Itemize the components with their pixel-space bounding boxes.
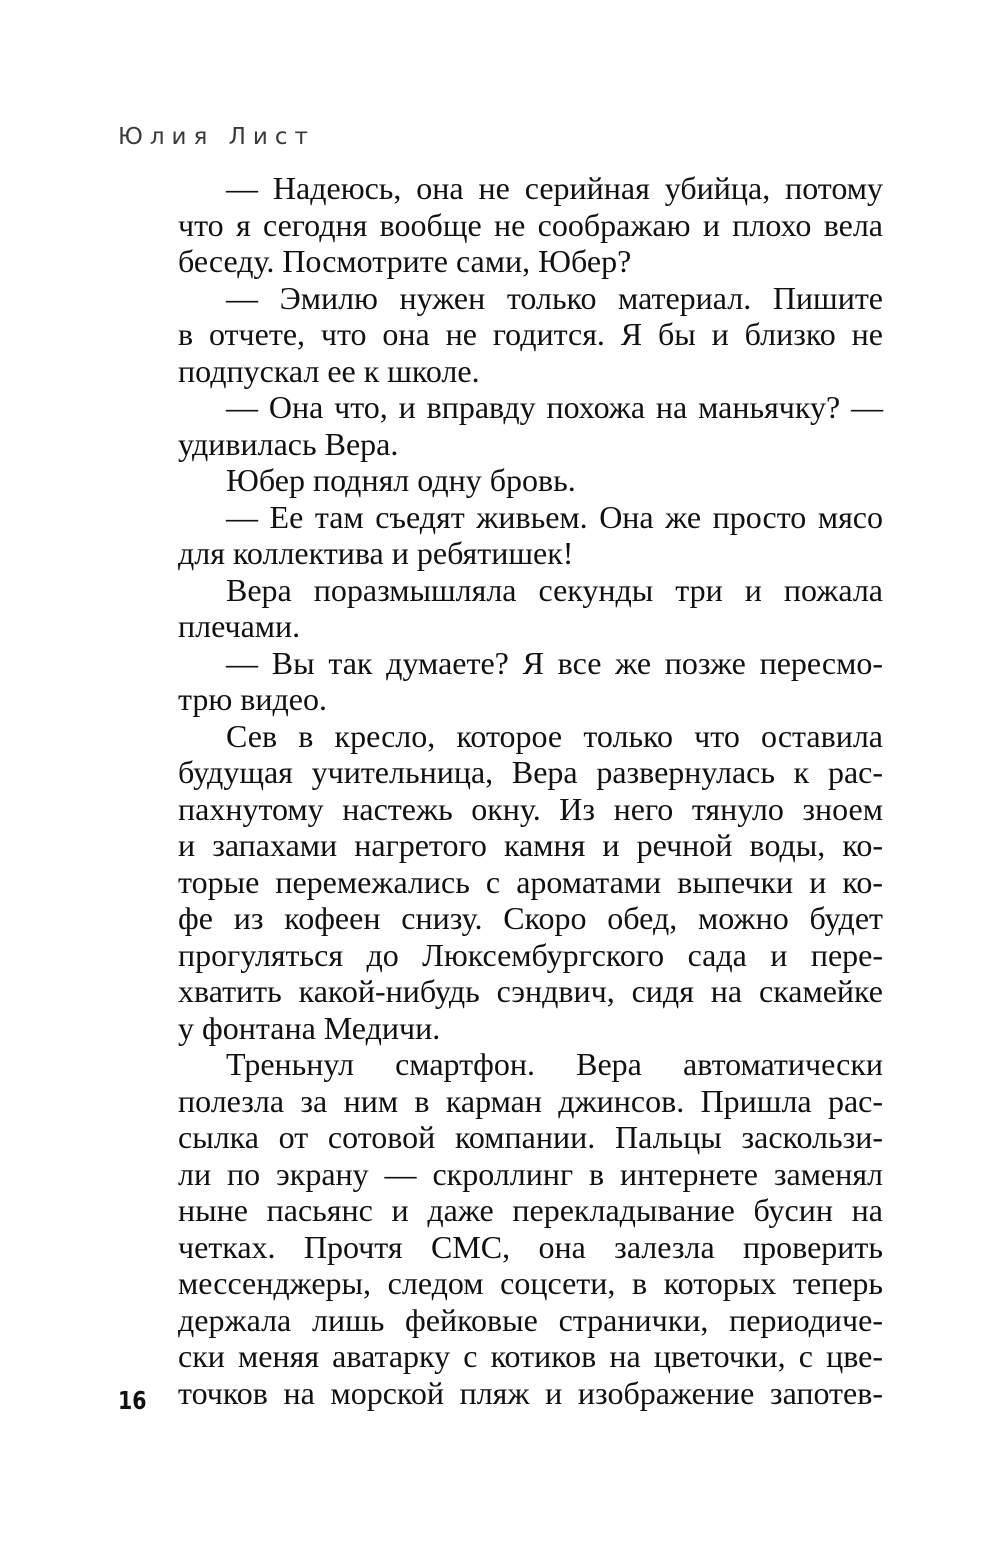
text-line: плечами.	[178, 608, 301, 644]
text-line: хватить какой-нибудь сэндвич, сидя на скамейке	[178, 973, 883, 1009]
text-line: прогуляться до Люксембургского сада и пере-	[178, 936, 883, 973]
text-line: — Она что, и вправду похожа на маньячку? —	[226, 389, 883, 425]
text-line: Треньнул смартфон. Вера автоматически	[226, 1046, 883, 1082]
text-line: в отчете, что она не годится. Я бы и близко не	[178, 316, 883, 352]
page-number: 16	[118, 1386, 147, 1415]
text-line: беседу. Посмотрите сами, Юбер?	[178, 243, 632, 279]
text-line: держала лишь фейковые странички, периодиче-	[178, 1301, 883, 1338]
text-line: торые перемежались с ароматами выпечки и ко-	[178, 863, 883, 900]
text-line: ныне пасьянс и даже перекладывание бусин на	[178, 1192, 883, 1228]
text-line: сылка от сотовой компании. Пальцы заскользи-	[178, 1119, 883, 1155]
body-text	[178, 170, 883, 1411]
text-line: — Надеюсь, она не серийная убийца, потому	[226, 170, 883, 206]
text-line: — Эмилю нужен только материал. Пишите	[226, 279, 883, 316]
text-line: Юбер поднял одну бровь.	[226, 462, 576, 498]
text-line: и запахами нагретого камня и речной воды, ко-	[178, 827, 883, 863]
text-line: пахнутому настежь окну. Из него тянуло зноем	[178, 790, 883, 827]
text-line: подпускал ее к школе.	[178, 352, 480, 389]
text-line: удивилась Вера.	[178, 425, 399, 462]
text-line: — Вы так думаете? Я все же позже пересмо-	[226, 644, 883, 681]
text-line: будущая учительница, Вера развернулась к рас-	[178, 754, 883, 790]
text-line: у фонтана Медичи.	[178, 1009, 441, 1046]
text-line: полезла за ним в карман джинсов. Пришла рас-	[178, 1082, 883, 1119]
text-line: четках. Прочтя СМС, она залезла проверить	[178, 1228, 883, 1265]
text-line: ли по экрану — скроллинг в интернете заменял	[178, 1155, 883, 1192]
text-line: Сев в кресло, которое только что оставила	[226, 717, 883, 754]
text-line: мессенджеры, следом соцсети, в которых теперь	[178, 1265, 883, 1301]
text-line: фе из кофеен снизу. Скоро обед, можно будет	[178, 900, 883, 936]
text-line: точков на морской пляж и изображение запотев-	[178, 1374, 883, 1411]
text-line: для коллектива и ребятишек!	[178, 535, 574, 571]
text-line: Вера поразмышляла секунды три и пожала	[226, 571, 883, 608]
text-line: ски меняя аватарку с котиков на цветочки, с цве-	[178, 1338, 883, 1374]
text-line: трю видео.	[178, 681, 327, 717]
running-head-author: Юлия Лист	[118, 124, 315, 150]
text-line: что я сегодня вообще не соображаю и плохо вела	[178, 206, 883, 243]
text-line: — Ее там съедят живьем. Она же просто мясо	[226, 498, 883, 535]
